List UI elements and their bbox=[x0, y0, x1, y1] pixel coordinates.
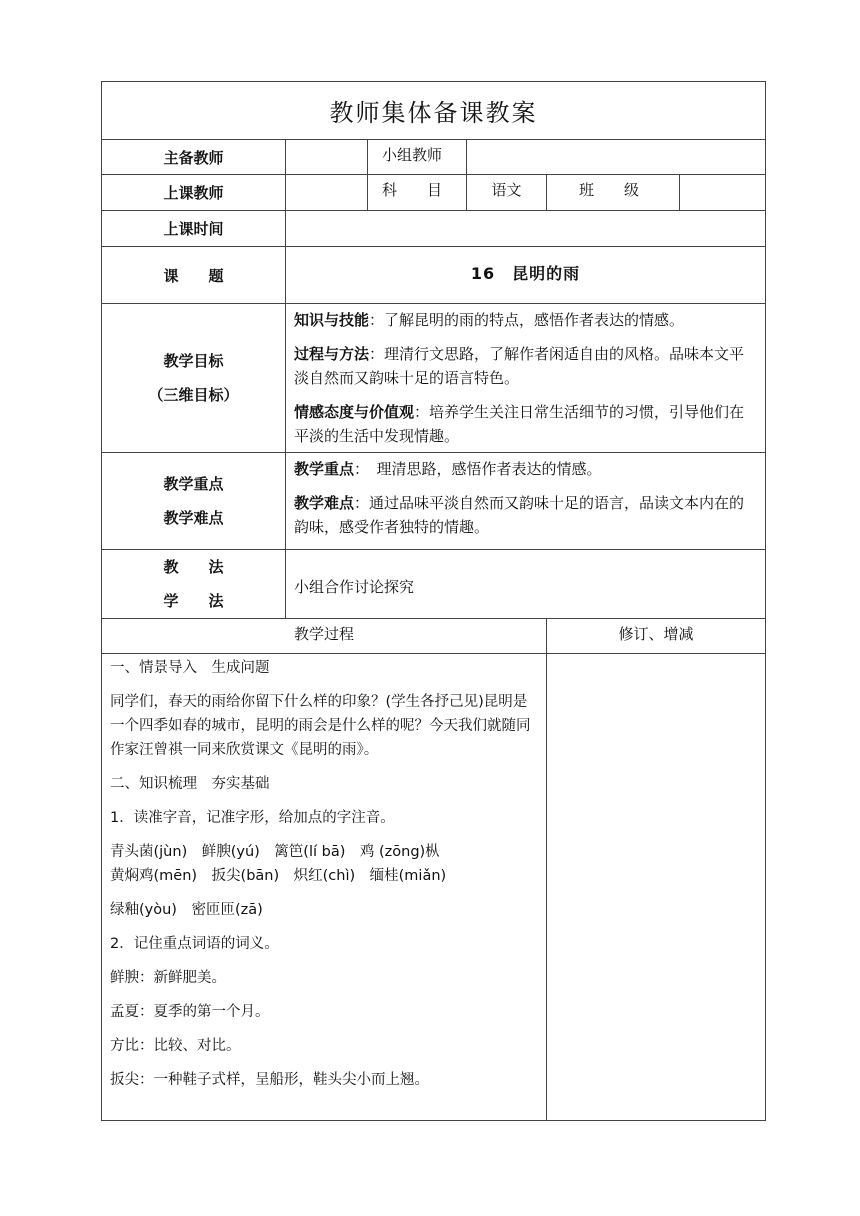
goal-process bbox=[294, 342, 757, 390]
teach-method-label: 教 法 bbox=[163, 558, 224, 576]
process-content bbox=[102, 654, 547, 1121]
document-title: 教师集体备课教案 bbox=[102, 82, 766, 140]
intro-paragraph: 同学们，春天的雨给你留下什么样的印象？(学生各抒己见)昆明是一个四季如春的城市，昆明的雨会是什么样的呢？今天我们就随同作家汪曾祺一同来欣赏课文《昆明的雨》。 bbox=[110, 694, 531, 758]
key-point-title: 教学重点 bbox=[294, 460, 355, 478]
goal-knowledge-text: ：了解昆明的雨的特点，感悟作者表达的情感。 bbox=[369, 311, 685, 329]
definition-4: 扳尖：一种鞋子式样，呈船形，鞋头尖小而上翘。 bbox=[110, 1072, 429, 1088]
goals-label-line2: （三维目标） bbox=[148, 386, 239, 404]
topic-label: 课 题 bbox=[102, 247, 286, 304]
section-knowledge-heading: 二、知识梳理 夯实基础 bbox=[110, 776, 270, 792]
goal-emotion-label: 情感态度与价值观 bbox=[294, 403, 415, 421]
method-value: 小组合作讨论探究 bbox=[286, 550, 766, 619]
goal-knowledge-label: 知识与技能 bbox=[294, 311, 370, 329]
key-point-label: 教学重点 bbox=[163, 475, 224, 493]
key-difficulty-label bbox=[102, 453, 286, 550]
class-teacher-label: 上课教师 bbox=[102, 175, 286, 211]
pinyin-line-1: 青头菌(jùn) 鲜腴(yú) 篱笆(lí bā) 鸡 (zōng)枞 bbox=[110, 844, 440, 860]
pinyin-line-2: 黄焖鸡(mēn) 扳尖(bān) 炽红(chì) 缅桂(miǎn) bbox=[110, 868, 447, 884]
difficulty-label: 教学难点 bbox=[163, 509, 224, 527]
pinyin-line-3: 绿釉(yòu) 密匝匝(zā) bbox=[110, 902, 263, 918]
lead-teacher-label: 主备教师 bbox=[102, 140, 286, 175]
class-time-label: 上课时间 bbox=[102, 211, 286, 247]
difficulty-point bbox=[294, 491, 757, 539]
topic-value: 16 昆明的雨 bbox=[286, 247, 766, 304]
goals-label bbox=[102, 304, 286, 453]
key-difficulty-content bbox=[286, 453, 766, 550]
class-time-value bbox=[286, 211, 766, 247]
goal-emotion bbox=[294, 400, 757, 448]
goal-knowledge bbox=[294, 308, 757, 332]
class-value bbox=[680, 175, 766, 211]
goals-content bbox=[286, 304, 766, 453]
lead-teacher-value bbox=[286, 140, 368, 175]
definition-1: 鲜腴：新鲜肥美。 bbox=[110, 970, 226, 986]
definition-3: 方比：比较、对比。 bbox=[110, 1038, 241, 1054]
revision-header: 修订、增减 bbox=[547, 619, 766, 654]
process-header: 教学过程 bbox=[102, 619, 547, 654]
pinyin-task: 1．读准字音，记准字形，给加点的字注音。 bbox=[110, 810, 395, 826]
difficulty-title: 教学难点 bbox=[294, 494, 355, 512]
learn-method-label: 学 法 bbox=[163, 592, 224, 610]
key-point-text: ： 理清思路，感悟作者表达的情感。 bbox=[354, 460, 602, 478]
method-label bbox=[102, 550, 286, 619]
revision-content bbox=[547, 654, 766, 1121]
goal-process-text: ：理清行文思路，了解作者闲适自由的风格。品味本文平淡自然而又韵味十足的语言特色。 bbox=[294, 345, 745, 387]
class-teacher-value bbox=[286, 175, 368, 211]
subject-label: 科 目 bbox=[368, 175, 467, 211]
goal-emotion-text: ：培养学生关注日常生活细节的习惯，引导他们在平淡的生活中发现情趣。 bbox=[294, 403, 745, 445]
definition-2: 孟夏：夏季的第一个月。 bbox=[110, 1004, 270, 1020]
class-label: 班 级 bbox=[547, 175, 680, 211]
group-teacher-value bbox=[467, 140, 766, 175]
lesson-plan-table bbox=[101, 81, 766, 1121]
goals-label-line1: 教学目标 bbox=[163, 352, 224, 370]
key-point bbox=[294, 457, 757, 481]
subject-value: 语文 bbox=[467, 175, 547, 211]
goal-process-label: 过程与方法 bbox=[294, 345, 370, 363]
vocab-task: 2．记住重点词语的词义。 bbox=[110, 936, 279, 952]
section-intro-heading: 一、情景导入 生成问题 bbox=[110, 660, 270, 676]
group-teacher-label: 小组教师 bbox=[368, 140, 467, 175]
difficulty-text: ：通过品味平淡自然而又韵味十足的语言，品读文本内在的韵味，感受作者独特的情趣。 bbox=[294, 494, 745, 536]
